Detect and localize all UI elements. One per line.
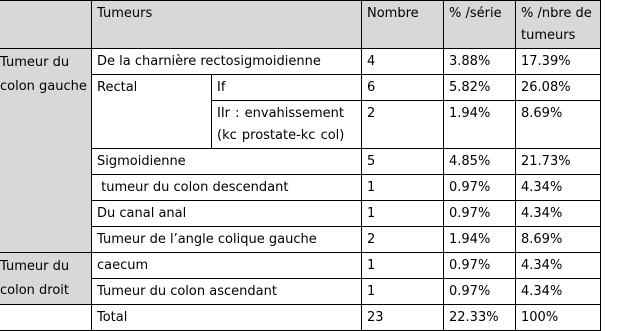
- total-label: Total: [92, 305, 362, 331]
- cell-nombre: 1: [362, 175, 444, 201]
- cell-nombre: 2: [362, 101, 444, 149]
- cell-pct-serie: 0.97%: [444, 279, 516, 305]
- total-row: [0, 305, 601, 331]
- cell-pct-tumeurs: 4.34%: [516, 253, 601, 279]
- total-pct-serie: 22.33%: [444, 305, 516, 331]
- row-label: Tumeur du colon ascendant: [92, 279, 362, 305]
- header-pct-serie: % /série: [444, 1, 516, 49]
- cell-nombre: 6: [362, 75, 444, 101]
- cell-pct-serie: 3.88%: [444, 49, 516, 75]
- cell-pct-serie: 0.97%: [444, 175, 516, 201]
- cell-pct-serie: 0.97%: [444, 253, 516, 279]
- cell-pct-tumeurs: 17.39%: [516, 49, 601, 75]
- cell-nombre: 4: [362, 49, 444, 75]
- row-label: tumeur du colon descendant: [92, 175, 362, 201]
- cell-pct-tumeurs: 8.69%: [516, 227, 601, 253]
- cell-pct-tumeurs: 8.69%: [516, 101, 601, 149]
- header-tumeurs: Tumeurs: [92, 1, 362, 49]
- group-label: Tumeur du colon gauche: [0, 55, 87, 94]
- row-sublabel: If: [212, 75, 362, 101]
- cell-pct-serie: 4.85%: [444, 149, 516, 175]
- group-colon-gauche: [0, 49, 92, 253]
- row-label: De la charnière rectosigmoidienne: [92, 49, 362, 75]
- table-header-row: [0, 1, 601, 49]
- row-label: Du canal anal: [92, 201, 362, 227]
- header-corner-cell: [0, 1, 92, 49]
- cell-pct-tumeurs: 4.34%: [516, 175, 601, 201]
- cell-pct-serie: 0.97%: [444, 201, 516, 227]
- total-pct-tumeurs: 100%: [516, 305, 601, 331]
- cell-pct-serie: 1.94%: [444, 227, 516, 253]
- cell-nombre: 1: [362, 201, 444, 227]
- table-row: [0, 49, 601, 75]
- group-colon-droit: [0, 253, 92, 305]
- total-nombre: 23: [362, 305, 444, 331]
- row-label: Tumeur de l’angle colique gauche: [92, 227, 362, 253]
- row-sublabel: IIr : envahissement (kc prostate-kc col): [212, 101, 362, 149]
- cell-nombre: 2: [362, 227, 444, 253]
- cell-pct-tumeurs: 21.73%: [516, 149, 601, 175]
- cell-pct-tumeurs: 4.34%: [516, 279, 601, 305]
- cell-pct-tumeurs: 4.34%: [516, 201, 601, 227]
- group-label: Tumeur du colon droit: [0, 259, 70, 298]
- cell-nombre: 1: [362, 279, 444, 305]
- header-pct-tumeurs: % /nbre de tumeurs: [516, 1, 601, 49]
- cell-nombre: 1: [362, 253, 444, 279]
- row-label: Sigmoidienne: [92, 149, 362, 175]
- table-row: [0, 253, 601, 279]
- cell-pct-serie: 5.82%: [444, 75, 516, 101]
- cell-pct-tumeurs: 26.08%: [516, 75, 601, 101]
- cell-pct-serie: 1.94%: [444, 101, 516, 149]
- row-label: caecum: [92, 253, 362, 279]
- cell-nombre: 5: [362, 149, 444, 175]
- header-nombre: Nombre: [362, 1, 444, 49]
- total-empty-cell: [0, 305, 92, 331]
- row-label-rectal: Rectal: [92, 75, 212, 149]
